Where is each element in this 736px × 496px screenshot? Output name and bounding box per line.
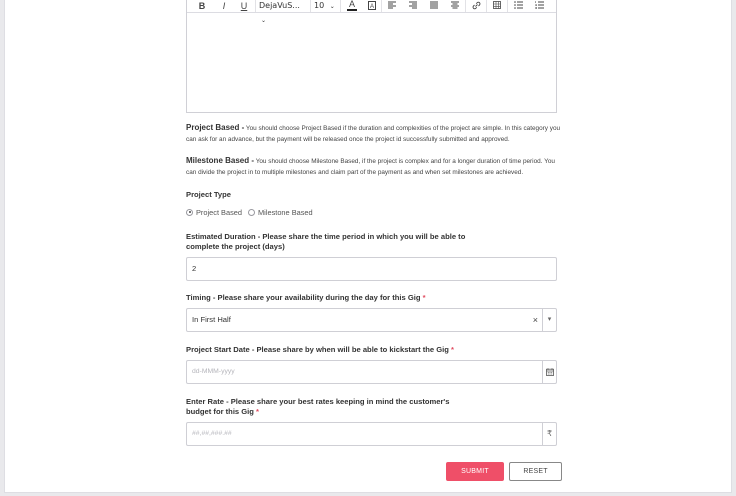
italic-icon[interactable]: I bbox=[222, 1, 226, 11]
align-left-icon[interactable] bbox=[387, 0, 397, 13]
font-size-value: 10 bbox=[314, 1, 325, 10]
rate-label-line2: budget for this Gig bbox=[186, 407, 254, 416]
font-color-icon[interactable]: A bbox=[348, 0, 355, 9]
bullet-list-icon[interactable] bbox=[513, 0, 523, 13]
underline-icon[interactable]: U bbox=[240, 1, 248, 11]
clear-icon[interactable]: × bbox=[532, 315, 538, 325]
timing-label-text: Timing - Please share your availability during the day for this Gig bbox=[186, 293, 421, 302]
rate-input[interactable] bbox=[186, 422, 557, 446]
project-type-label: Project Type bbox=[186, 190, 232, 199]
align-justify-icon[interactable] bbox=[429, 0, 439, 13]
numbered-list-icon[interactable] bbox=[534, 0, 544, 13]
start-date-placeholder: dd-MMM-yyyy bbox=[192, 368, 235, 375]
submit-button[interactable]: SUBMIT bbox=[446, 462, 504, 481]
timing-value: In First Half bbox=[192, 315, 231, 324]
bold-icon[interactable]: B bbox=[198, 1, 206, 11]
font-size-select[interactable] bbox=[314, 0, 338, 13]
timing-label bbox=[186, 293, 426, 303]
duration-input[interactable] bbox=[186, 257, 557, 281]
rate-placeholder: ##,##,###.## bbox=[192, 430, 232, 437]
radio-project-based[interactable] bbox=[186, 209, 193, 216]
rate-label bbox=[186, 397, 449, 417]
timing-select[interactable] bbox=[186, 308, 557, 332]
chevron-down-icon: ⌄ bbox=[261, 17, 267, 24]
svg-text:A: A bbox=[369, 4, 375, 10]
milestone-based-info bbox=[186, 155, 566, 178]
project-based-info-title: Project Based - bbox=[186, 123, 245, 132]
calendar-icon[interactable] bbox=[542, 361, 556, 383]
start-date-label bbox=[186, 345, 454, 355]
description-editor[interactable] bbox=[186, 0, 557, 113]
required-marker: * bbox=[451, 345, 455, 354]
reset-button[interactable]: RESET bbox=[509, 462, 562, 481]
required-marker: * bbox=[422, 293, 426, 302]
project-based-info bbox=[186, 122, 566, 145]
highlight-icon[interactable] bbox=[367, 0, 377, 13]
duration-label-line2: complete the project (days) bbox=[186, 242, 285, 251]
chevron-down-icon: ⌄ bbox=[329, 3, 335, 10]
required-marker: * bbox=[256, 407, 260, 416]
start-date-input[interactable] bbox=[186, 360, 557, 384]
rate-label-line1: Enter Rate - Please share your best rates keeping in mind the customer's bbox=[186, 397, 450, 406]
milestone-based-info-title: Milestone Based - bbox=[186, 156, 255, 165]
radio-project-based-label[interactable]: Project Based bbox=[196, 207, 243, 217]
duration-value: 2 bbox=[192, 264, 197, 273]
start-date-label-text: Project Start Date - Please share by when will be able to kickstart the Gig bbox=[186, 345, 449, 354]
duration-label bbox=[186, 232, 465, 252]
rupee-icon: ₹ bbox=[542, 423, 556, 445]
radio-milestone-based-label[interactable]: Milestone Based bbox=[258, 207, 313, 217]
align-center-icon[interactable] bbox=[450, 0, 460, 13]
project-type-radio-group bbox=[186, 207, 313, 217]
align-right-icon[interactable] bbox=[408, 0, 418, 13]
duration-label-line1: Estimated Duration - Please share the time period in which you will be able to bbox=[186, 232, 466, 241]
editor-toolbar bbox=[187, 0, 556, 24]
link-icon[interactable] bbox=[471, 0, 481, 13]
font-family-value: DejaVuS... bbox=[259, 1, 300, 10]
radio-milestone-based[interactable] bbox=[248, 209, 255, 216]
chevron-down-icon[interactable]: ▾ bbox=[542, 309, 556, 331]
font-family-select[interactable] bbox=[259, 0, 303, 24]
project-based-info-text: You should choose Project Based if the duration and complexities of the project are simple. In this category you can ask for an advance, but the payment will be released once the project id successfully submitted and approved. bbox=[186, 125, 561, 143]
table-icon[interactable] bbox=[492, 0, 502, 13]
milestone-based-info-text: You should choose Milestone Based, if the project is complex and for a longer duration of time period. You can divide the project in to multiple milestones and claim part of the payment as and when set milestones are achieved. bbox=[186, 158, 555, 176]
